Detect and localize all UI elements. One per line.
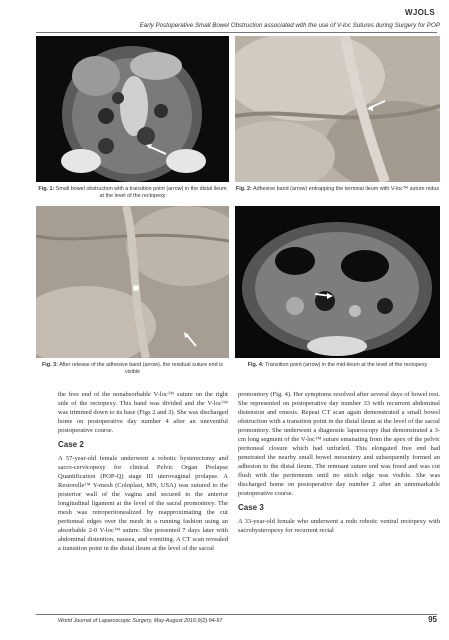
figure-3-label: Fig. 3: (42, 362, 58, 368)
footer-rule (36, 614, 437, 615)
figure-4-caption (235, 362, 440, 369)
right-text-column (238, 390, 440, 540)
figure-4-graphic (235, 206, 440, 358)
running-title: Early Postoperative Small Bowel Obstruction associated with the use of V-loc Sutures during Surgery for POP (139, 22, 440, 29)
figure-1-graphic (36, 36, 229, 182)
figure-3-graphic (36, 206, 229, 358)
header-rule (36, 32, 437, 33)
left-paragraph-2: A 57-year-old female underwent a robotic hysterectomy and sacro-cervicopexy for clinical Pelvic Organ Prolapse Quantification (POP-Q) stage III uterovaginal prolapse. A Restorelle™ Y-mesh (Coloplast, MN, USA) was sutured to the posterior wall of the vagina and secured to the anterior longitudinal ligament at the level of the sacral promontory. The mesh was retroperitonealized by reapproximating the cut peritoneal edges over the mesh in a running fashion using an absorbable 2-0 V-loc™ suture. She presented 7 days later with abdominal distention, nausea, and vomiting. A CT scan revealed a transition point in the distal ileum at the level of the sacral (58, 455, 228, 552)
figure-3-caption-text: After release of the adhesive band (arrow), the residual suture end is visible (59, 362, 223, 375)
figure-4-ct-image (235, 206, 440, 358)
figure-4-label: Fig. 4: (247, 362, 264, 368)
case-2-heading: Case 2 (58, 440, 84, 449)
case-3-heading: Case 3 (238, 503, 264, 512)
figure-1-caption-text: Small bowel obstruction with a transition point (arrow) in the distal ileum at the level of the rectopexy (55, 186, 227, 199)
right-paragraph-2: A 33-year-old female who underwent a redo robotic ventral rectopexy with sacrohysteropexy for recurrent rectal (238, 518, 440, 534)
figure-4-caption-text: Transition point (arrow) in the mid-ileum at the level of the rectopexy (265, 362, 428, 368)
right-paragraph-1: promontory (Fig. 4). Her symptoms resolved after several days of bowel rest. She represented on postoperative day number 33 with recurrent abdominal distension and emesis. Repeat CT scan again demonstrated a small bowel obstruction with a transition point in the distal ileum at the level of the sacral promontory. She underwent a diagnostic laparoscopy that demonstrated a 3-cm long segment of the V-loc™ suture emanating from the apex of the pelvic peritoneal closure which had unfurled. This elongated free end had penetrated the nearby small bowel mesentery and subsequently formed an adhesion to the distal ileum. The remnant suture end was freed and was cut flush with the peritoneum until no stitch edge was visible. She was discharged home on postoperative day number 2 after an unremarkable postoperative course. (238, 391, 440, 497)
page-number: 95 (428, 615, 437, 624)
left-paragraph-1: the free end of the nonabsorbable V-loc™ suture on the right side of the rectopexy. This band was divided and the V-loc™ was trimmed down to its base (Figs 2 and 3). She was discharged home on postoperative day number 4 after an uneventful postoperative course. (58, 391, 228, 434)
figure-2-label: Fig. 2: (235, 186, 252, 192)
footer-citation: World Journal of Laparoscopic Surgery, May-August 2016;9(2):94-97 (58, 618, 223, 624)
journal-mark: WJOLS (405, 8, 435, 17)
figure-1-caption (36, 186, 229, 200)
figure-3-laparoscopy-image (36, 206, 229, 358)
figure-1-ct-image (36, 36, 229, 182)
figure-3-caption (36, 362, 229, 376)
figure-1-label: Fig. 1: (38, 186, 55, 192)
figure-2-laparoscopy-image (235, 36, 440, 182)
figure-2-graphic (235, 36, 440, 182)
left-text-column (58, 390, 228, 558)
figure-2-caption (235, 186, 440, 193)
figure-2-caption-text: Adhesive band (arrow) entrapping the terminal ileum with V-loc™ suture nidus (253, 186, 440, 192)
